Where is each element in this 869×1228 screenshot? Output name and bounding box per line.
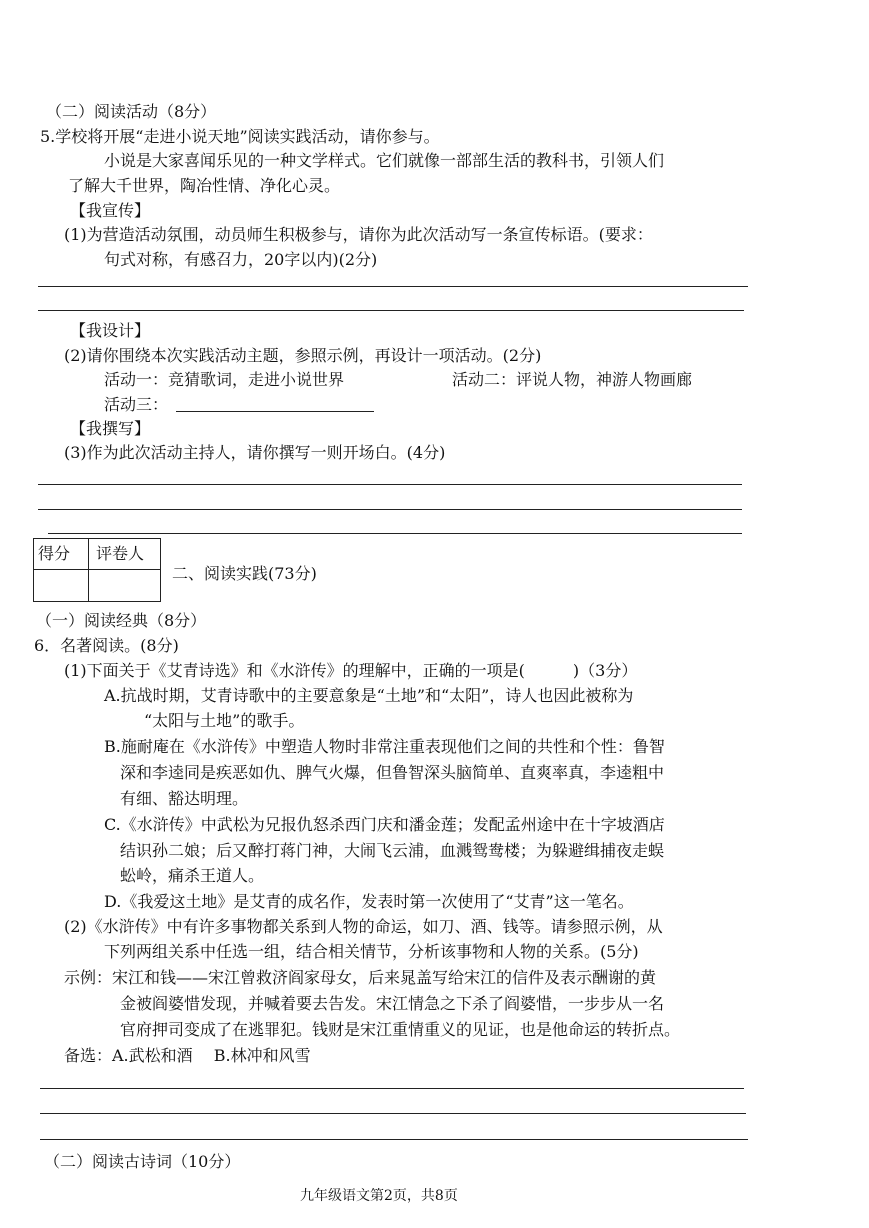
answer-line[interactable] bbox=[40, 1088, 744, 1089]
q5-part1-line-2: 句式对称，有感召力，20字以内)(2分) bbox=[104, 250, 378, 269]
choices: 备选：A.武松和酒 B.林冲和风雪 bbox=[64, 1046, 311, 1065]
answer-line[interactable] bbox=[38, 310, 744, 311]
q5-intro-line-2: 了解大千世界，陶冶性情、净化心灵。 bbox=[68, 176, 341, 195]
option-a-line-1: A.抗战时期，艾青诗歌中的主要意象是“土地”和“太阳”，诗人也因此被称为 bbox=[104, 686, 634, 705]
answer-line[interactable] bbox=[38, 509, 742, 510]
answer-line[interactable] bbox=[38, 484, 742, 485]
score-table bbox=[33, 538, 161, 602]
example-line-1: 示例：宋江和钱——宋江曾救济阎家母女，后来晁盖写给宋江的信件及表示酬谢的黄 bbox=[64, 968, 657, 987]
page-footer: 九年级语文第2页，共8页 bbox=[300, 1188, 458, 1204]
tag-design: 【我设计】 bbox=[70, 321, 151, 340]
option-c-line-3: 蚣岭，痛杀王道人。 bbox=[120, 866, 265, 885]
option-a-line-2: “太阳与土地”的歌手。 bbox=[144, 711, 305, 730]
option-d: D.《我爱这土地》是艾青的成名作，发表时第一次使用了“艾青”这一笔名。 bbox=[104, 892, 634, 911]
answer-line[interactable] bbox=[40, 1139, 748, 1140]
tag-publicize: 【我宣传】 bbox=[70, 201, 151, 220]
activity-1: 活动一：竞猜歌词，走进小说世界 bbox=[104, 370, 345, 389]
q5-part1-line-1: (1)为营造活动氛围，动员师生积极参与，请你为此次活动写一条宣传标语。(要求： bbox=[64, 225, 653, 244]
q6-part2-line-2: 下列两组关系中任选一组，结合相关情节，分析该事物和人物的关系。(5分) bbox=[104, 942, 639, 961]
score-header: 得分 bbox=[38, 544, 71, 563]
section-heading-classics: （一）阅读经典（8分） bbox=[36, 611, 207, 630]
q5-part3: (3)作为此次活动主持人，请你撰写一则开场白。(4分) bbox=[64, 443, 446, 462]
tag-write: 【我撰写】 bbox=[70, 419, 151, 438]
option-b-line-1: B.施耐庵在《水浒传》中塑造人物时非常注重表现他们之间的共性和个性：鲁智 bbox=[104, 737, 665, 756]
activity-3-label: 活动三： bbox=[104, 395, 169, 414]
answer-line[interactable] bbox=[48, 533, 742, 534]
grader-header: 评卷人 bbox=[96, 544, 145, 563]
option-b-line-3: 有细、豁达明理。 bbox=[120, 789, 249, 808]
option-b-line-2: 深和李逵同是疾恶如仇、脾气火爆，但鲁智深头脑简单、直爽率真，李逵粗中 bbox=[120, 763, 665, 782]
example-line-2: 金被阎婆惜发现，并喊着要去告发。宋江情急之下杀了阎婆惜，一步步从一名 bbox=[120, 994, 665, 1013]
option-c-line-2: 结识孙二娘；后又醉打蒋门神，大闹飞云浦，血溅鸳鸯楼；为躲避缉捕夜走蜈 bbox=[120, 841, 665, 860]
section-heading-reading-activity: （二）阅读活动（8分） bbox=[46, 102, 217, 121]
answer-line[interactable] bbox=[40, 1113, 746, 1114]
q5-part2: (2)请你围绕本次实践活动主题，参照示例，再设计一项活动。(2分) bbox=[64, 346, 542, 365]
option-c-line-1: C.《水浒传》中武松为兄报仇怒杀西门庆和潘金莲；发配孟州途中在十字坡酒店 bbox=[104, 815, 665, 834]
example-line-3: 官府押司变成了在逃罪犯。钱财是宋江重情重义的见证，也是他命运的转折点。 bbox=[120, 1020, 681, 1039]
question-6-title: 6．名著阅读。(8分) bbox=[34, 636, 179, 655]
part-2-title: 二、阅读实践(73分) bbox=[172, 564, 317, 583]
activity-3-blank[interactable] bbox=[176, 411, 374, 412]
q6-part2-line-1: (2)《水浒传》中有许多事物都关系到人物的命运，如刀、酒、钱等。请参照示例，从 bbox=[64, 917, 663, 936]
q6-part1: (1)下面关于《艾青诗选》和《水浒传》的理解中，正确的一项是( )（3分） bbox=[64, 661, 638, 680]
question-5-title: 5.学校将开展“走进小说天地”阅读实践活动，请你参与。 bbox=[40, 127, 440, 146]
section-heading-poetry: （二）阅读古诗词（10分） bbox=[44, 1152, 241, 1171]
answer-line[interactable] bbox=[38, 286, 748, 287]
q5-intro-line-1: 小说是大家喜闻乐见的一种文学样式。它们就像一部部生活的教科书，引领人们 bbox=[104, 151, 665, 170]
activity-2: 活动二：评说人物，神游人物画廊 bbox=[452, 370, 693, 389]
